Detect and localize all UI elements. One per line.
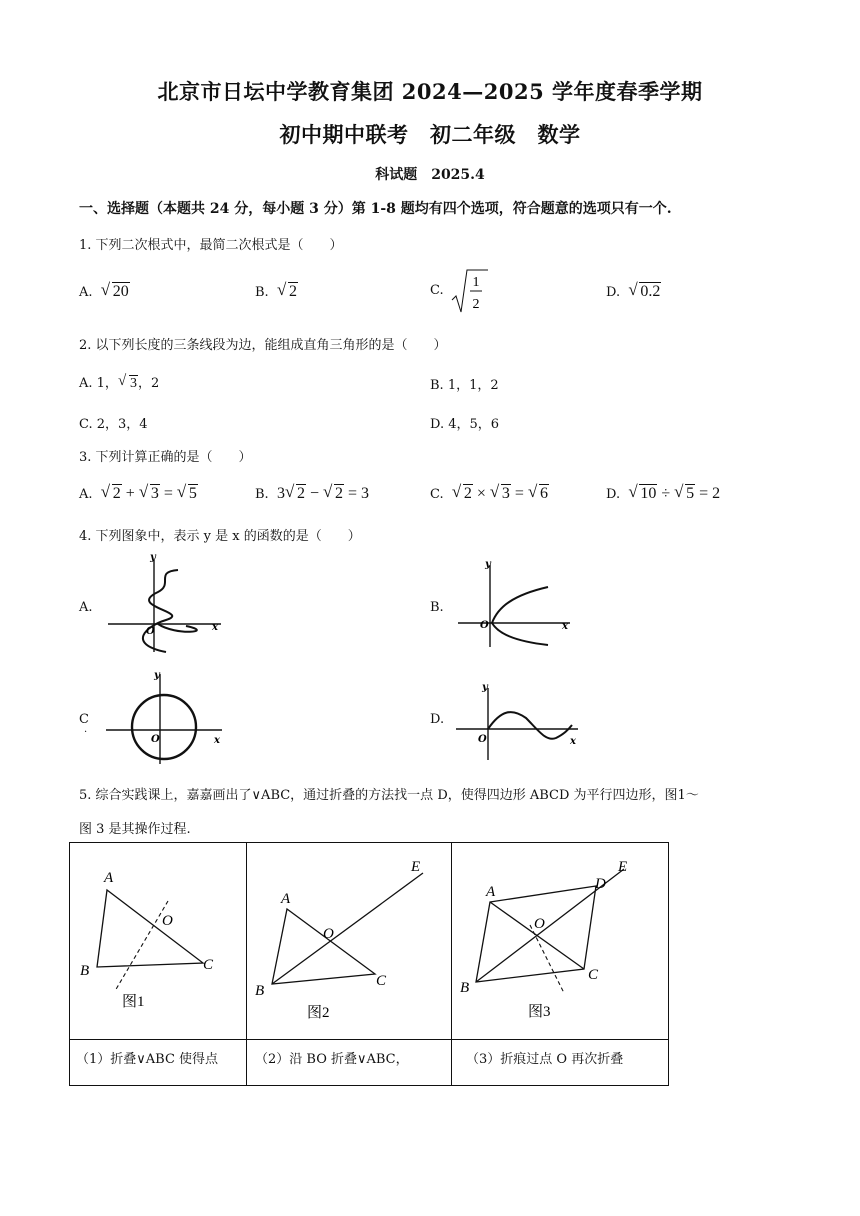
q5-figure-table — [69, 842, 669, 1086]
fig2-pt-b: B — [255, 983, 265, 999]
fig1-pt-o: O — [162, 913, 173, 929]
q4-option-d-label: D. — [430, 712, 445, 727]
q5-fig2-cell — [247, 843, 452, 1040]
fig2-pt-a: A — [281, 891, 291, 907]
q1-option-a: A. √ 20 — [79, 280, 129, 300]
exam-subtitle: 科试题 2025.4 — [375, 167, 485, 183]
question-1-stem: 1. 下列二次根式中，最简二次根式是（ ） — [79, 238, 343, 253]
question-5-stem-line1: 5. 综合实践课上，嘉嘉画出了∨ABC，通过折叠的方法找一点 D，使得四边形 ABCD 为平行四边形，图1～ — [79, 788, 699, 803]
q4-option-c-label: C — [79, 712, 89, 727]
q1-option-b: B. √ 2 — [255, 280, 297, 300]
q4-graph-d — [456, 680, 581, 762]
q5-fig3-cell — [452, 843, 669, 1040]
fig3-pt-e: E — [618, 859, 628, 875]
q2-option-b: B. 1，1，2 — [430, 378, 499, 393]
graph-b-origin: O — [480, 620, 489, 631]
graph-d-y-label: y — [482, 682, 488, 693]
graph-b-x-label: x — [562, 621, 568, 632]
fig3-pt-a: A — [486, 884, 496, 900]
q5-step2-text: （2）沿 BO 折叠∨ABC， — [255, 1052, 409, 1067]
question-2-stem: 2. 以下列长度的三条线段为边，能组成直角三角形的是（ ） — [79, 338, 447, 353]
q5-fig1-cell — [70, 843, 247, 1040]
fig2-pt-e: E — [411, 859, 421, 875]
q3-option-c: C. √ 2 × √ 3 = √ 6 — [430, 482, 548, 502]
q2-option-d: D. 4，5，6 — [430, 417, 500, 432]
q5-fig1 — [70, 843, 246, 1035]
q1-option-c-math — [450, 266, 490, 316]
fig1-pt-a: A — [104, 870, 114, 886]
graph-b-y-label: y — [485, 559, 491, 570]
q4-graph-b — [458, 555, 573, 650]
fig1-caption: 图1 — [122, 994, 145, 1010]
q3-option-d: D. √ 10 ÷ √ 5 = 2 — [606, 482, 721, 502]
section-heading: 一、选择题（本题共 24 分，每小题 3 分）第 1-8 题均有四个选项，符合题意的选项只有一个. — [79, 201, 672, 217]
q1-option-c: C. — [430, 283, 444, 298]
fig2-pt-c: C — [376, 973, 387, 989]
fig3-caption: 图3 — [528, 1004, 551, 1020]
graph-a-origin: O — [146, 626, 155, 637]
graph-d-origin: O — [478, 734, 487, 745]
q5-step2-cell — [247, 1040, 452, 1086]
question-5-stem-line2: 图 3 是其操作过程. — [79, 822, 191, 837]
fig1-pt-c: C — [203, 957, 214, 973]
q1-option-d: D. √ 0.2 — [606, 280, 661, 300]
q4-graph-a — [106, 552, 226, 657]
graph-d-x-label: x — [570, 736, 576, 747]
fig3-pt-b: B — [460, 980, 470, 996]
q4-option-b-label: B. — [430, 600, 444, 615]
q5-step3-cell — [452, 1040, 669, 1086]
q4-c-dot: . — [84, 724, 88, 735]
graph-a-x-label: x — [212, 622, 218, 633]
exam-title-line2: 初中期中联考 初二年级 数学 — [279, 122, 581, 147]
q5-step1-text: （1）折叠∨ABC 使得点 — [76, 1052, 219, 1067]
fig1-pt-b: B — [80, 963, 90, 979]
q5-step1-cell — [70, 1040, 247, 1086]
q1-c-numerator: 1 — [472, 275, 480, 290]
q4-option-a-label: A. — [79, 600, 93, 615]
q3-option-a: A. √ 2 + √ 3 = √ 5 — [79, 482, 197, 502]
q3-option-b: B. 3 √ 2 − √ 2 = 3 — [255, 482, 370, 502]
q5-fig2 — [247, 843, 451, 1035]
fig2-caption: 图2 — [307, 1005, 330, 1021]
graph-c-y-label: y — [154, 670, 160, 681]
question-3-stem: 3. 下列计算正确的是（ ） — [79, 450, 252, 465]
q4-graph-c — [104, 668, 229, 768]
fig3-pt-o: O — [534, 916, 545, 932]
q2-option-a: A. 1， √ 3，2 — [79, 373, 160, 391]
fig3-pt-d: D — [595, 876, 606, 892]
q5-fig3 — [452, 843, 668, 1035]
graph-a-y-label: y — [150, 552, 156, 563]
q1-c-denominator: 2 — [472, 297, 480, 312]
fig2-pt-o: O — [323, 926, 334, 942]
q2-option-c: C. 2，3，4 — [79, 417, 148, 432]
fig3-pt-c: C — [588, 967, 599, 983]
graph-c-origin: O — [151, 734, 160, 745]
question-4-stem: 4. 下列图象中，表示 y 是 x 的函数的是（ ） — [79, 529, 361, 544]
q5-step3-text: （3）折痕过点 O 再次折叠 — [466, 1052, 624, 1067]
graph-c-x-label: x — [214, 735, 220, 746]
exam-title: 北京市日坛中学教育集团 2024—2025 学年度春季学期 — [157, 79, 703, 104]
